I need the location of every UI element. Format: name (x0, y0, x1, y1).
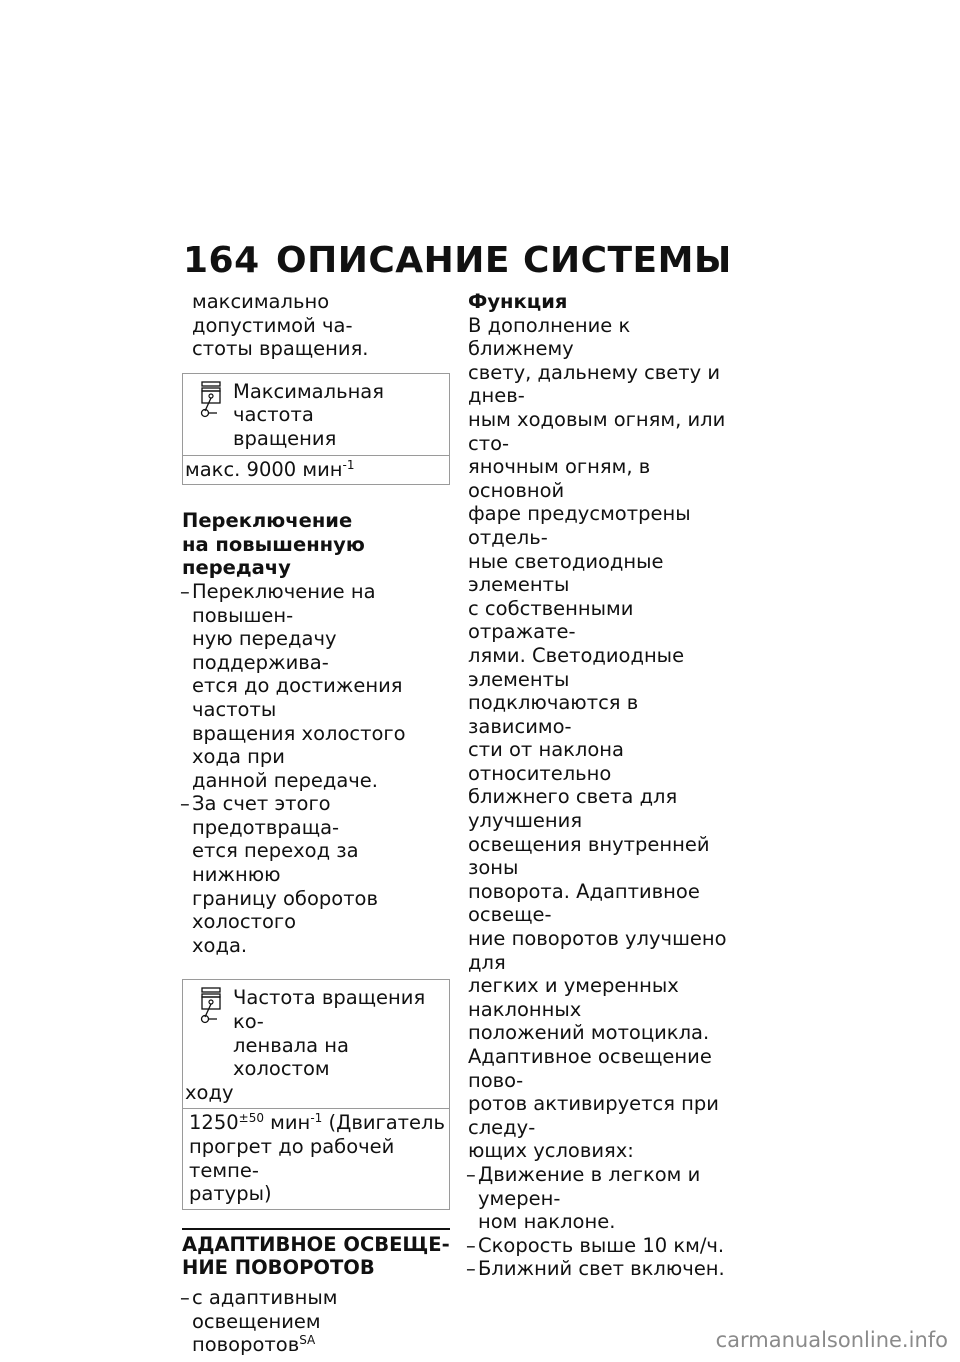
text-line: ющих условиях: (468, 1139, 634, 1163)
text-line: ется до достижения частоты (192, 674, 403, 721)
spec-value-text: макс. 9000 мин (185, 457, 343, 481)
spec-value-note: (Двигатель (322, 1111, 445, 1135)
list-item: – Скорость выше 10 км/ч. (468, 1234, 738, 1258)
text-line: максимально допустимой ча- (192, 290, 353, 337)
heading-line: на повышенную передачу (182, 532, 365, 580)
text-line: ближнего света для улучшения (468, 785, 678, 833)
text-line: границу оборотов холостого (192, 886, 378, 934)
list-item: – с адаптивным освещением поворотов$^{SA}$ (182, 1286, 450, 1357)
spec-box-idle-rpm (182, 979, 450, 1209)
spec-label: Максимальная частота (233, 379, 384, 427)
right-column (468, 290, 738, 1281)
text-line: Адаптивное освещение пово- (468, 1045, 712, 1092)
text-line: За счет этого предотвраща- (192, 792, 340, 839)
engine-piston-icon (199, 381, 223, 419)
text-line: освещения внутренней зоны (468, 832, 710, 880)
text-line: хода. (192, 933, 248, 957)
watermark: carmanualsonline.info (715, 1328, 948, 1352)
text-line: свету, дальнему свету и днев- (468, 360, 721, 408)
text-line: данной передаче. (192, 768, 379, 792)
spec-label: вращения (233, 426, 337, 450)
function-text (468, 314, 738, 1163)
heading-line: Переключение (182, 509, 353, 533)
text-line: ние поворотов улучшено для (468, 927, 727, 974)
text-line: Переключение на повышен- (192, 579, 376, 627)
text-line (192, 1333, 450, 1357)
left-column (182, 290, 450, 1357)
text-line: поворота. Адаптивное освеще- (468, 879, 700, 927)
text-line: положений мотоцикла. (468, 1021, 710, 1045)
text-line: подключаются в зависимо- (468, 691, 639, 738)
text-line: сти от наклона относительно (468, 738, 625, 785)
list-item: – Ближний свет включен. (468, 1257, 738, 1281)
text-span: поворотов (192, 1333, 300, 1357)
text-line: яночным огням, в основной (468, 455, 651, 502)
spec-label: ходу (185, 1080, 234, 1104)
intro-text (182, 290, 450, 361)
spec-value-sup: -1 (342, 457, 355, 472)
spec-value-line (189, 1111, 445, 1135)
heading-function: Функция (468, 290, 568, 313)
option-badge: SA (299, 1333, 316, 1348)
heading-line: АДАПТИВНОЕ ОСВЕЩЕ- (182, 1232, 450, 1256)
text-line: ротов активируется при следу- (468, 1092, 719, 1139)
heading-upshift (182, 509, 450, 580)
text-line: Ближний свет включен. (478, 1257, 725, 1281)
spec-value (183, 1108, 449, 1208)
spec-value-tolerance: ±50 (238, 1111, 264, 1126)
heading-line: НИЕ ПОВОРОТОВ (182, 1256, 375, 1280)
page-number: 164 (183, 240, 260, 281)
spec-label: Частота вращения ко- (233, 986, 426, 1034)
text-line: вращения холостого хода при (192, 721, 406, 769)
text-line: ную передачу поддержива- (192, 627, 337, 674)
list-item: – За счет этого предотвраща- ется переход за нижнюю границу оборотов холостого хода. (182, 792, 450, 957)
spec-label: ленвала на холостом (233, 1033, 349, 1081)
text-line: стоты вращения. (192, 337, 369, 361)
page-title: ОПИСАНИЕ СИСТЕМЫ (276, 240, 732, 281)
text-line: легких и умеренных наклонных (468, 974, 679, 1021)
text-line: ные светодиодные элементы (468, 549, 664, 597)
page-header (183, 240, 732, 281)
spec-value-note: ратуры) (189, 1182, 272, 1206)
text-line: лями. Светодиодные элементы (468, 643, 685, 691)
text-line: с адаптивным освещением (192, 1285, 338, 1333)
list-item: – Переключение на повышен- ную передачу поддержива- ется до достижения частоты вращения холостого хода при данной передаче. (182, 580, 450, 792)
section-heading-adaptive-lighting (182, 1228, 450, 1280)
text-line: ном наклоне. (478, 1210, 616, 1234)
spec-value (183, 455, 449, 485)
engine-piston-icon (199, 987, 223, 1025)
list-item: – Движение в легком и умерен- ном наклоне. (468, 1163, 738, 1234)
text-line: Движение в легком и умерен- (478, 1162, 701, 1210)
spec-value-unit: мин (263, 1111, 311, 1135)
text-line: ется переход за нижнюю (192, 839, 359, 887)
spec-box-max-rpm (182, 373, 450, 485)
spec-value-sup: -1 (310, 1111, 323, 1126)
spec-header (183, 374, 449, 455)
text-line: ным ходовым огням, или сто- (468, 407, 726, 455)
spec-header (183, 980, 449, 1108)
text-line: фаре предусмотрены отдель- (468, 502, 691, 549)
text-line: с собственными отражате- (468, 596, 634, 644)
text-line: В дополнение к ближнему (468, 313, 631, 361)
text-line: Скорость выше 10 км/ч. (478, 1233, 725, 1257)
spec-value-note: прогрет до рабочей темпе- (189, 1135, 395, 1182)
spec-value-number: 1250 (189, 1111, 239, 1135)
